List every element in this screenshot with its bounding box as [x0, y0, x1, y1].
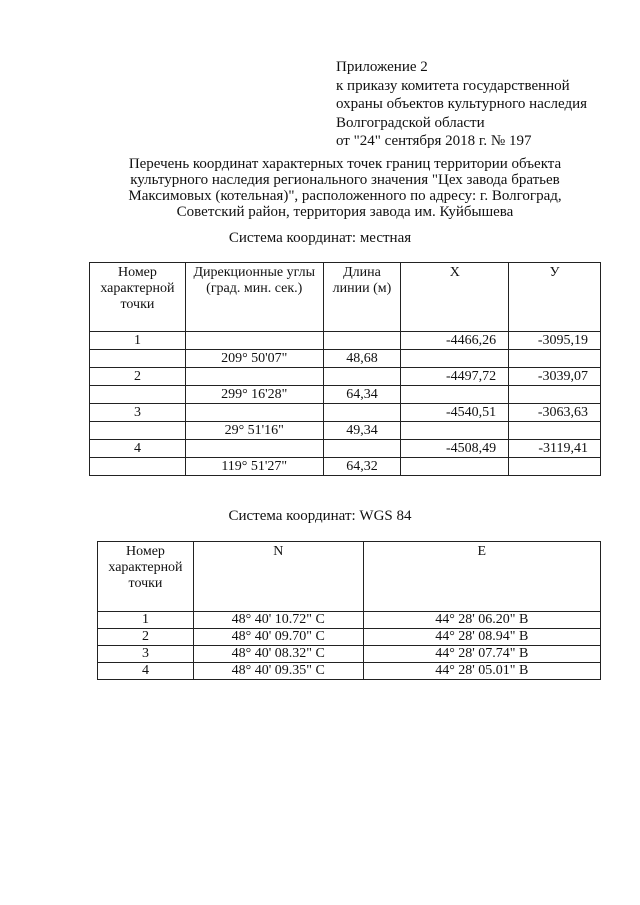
cell-x: -4466,26 [401, 332, 509, 350]
table-row [98, 629, 601, 646]
table-row [90, 368, 601, 386]
cell-length: 48,68 [323, 350, 401, 368]
cell-angle: 299° 16'28" [185, 386, 323, 404]
cell-x [401, 458, 509, 476]
cell-point: 1 [98, 612, 194, 629]
cell-y [509, 386, 601, 404]
cell-y [509, 458, 601, 476]
cell-x: -4497,72 [401, 368, 509, 386]
cell-angle [185, 368, 323, 386]
cell-angle: 119° 51'27" [185, 458, 323, 476]
cell-angle [185, 440, 323, 458]
cell-length [323, 440, 401, 458]
cell-length [323, 368, 401, 386]
cell-n: 48° 40' 08.32" С [193, 646, 363, 663]
cell-x: -4540,51 [401, 404, 509, 422]
header-n: N [193, 542, 363, 612]
cell-e: 44° 28' 07.74" В [363, 646, 600, 663]
header-point: Номер характерной точки [90, 263, 186, 332]
cell-e: 44° 28' 05.01" В [363, 663, 600, 680]
cell-length: 49,34 [323, 422, 401, 440]
cell-point: 1 [90, 332, 186, 350]
cell-y [509, 350, 601, 368]
header-point: Номер характерной точки [98, 542, 194, 612]
cell-angle: 209° 50'07" [185, 350, 323, 368]
cell-e: 44° 28' 06.20" В [363, 612, 600, 629]
cell-x [401, 350, 509, 368]
title-line: культурного наследия регионального значения "Цех завода братьев [130, 172, 560, 188]
cell-e: 44° 28' 08.94" В [363, 629, 600, 646]
cell-angle [185, 332, 323, 350]
table-row [90, 332, 601, 350]
appendix-block [336, 58, 587, 151]
appendix-line: Приложение 2 [336, 59, 428, 75]
table-header-row [90, 263, 601, 332]
cell-point: 4 [98, 663, 194, 680]
cell-point: 4 [90, 440, 186, 458]
table-row [98, 612, 601, 629]
local-system-caption: Система координат: местная [228, 230, 412, 246]
document-title [100, 156, 590, 220]
title-line: Перечень координат характерных точек границ территории объекта [128, 156, 562, 172]
table-row [90, 386, 601, 404]
cell-y [509, 422, 601, 440]
header-length: Длина линии (м) [323, 263, 401, 332]
header-y: У [509, 263, 601, 332]
cell-length: 64,34 [323, 386, 401, 404]
cell-y: -3119,41 [509, 440, 601, 458]
cell-point [90, 386, 186, 404]
cell-point: 3 [90, 404, 186, 422]
header-angle: Дирекционные углы (град. мин. сек.) [185, 263, 323, 332]
cell-n: 48° 40' 09.70" С [193, 629, 363, 646]
title-line: Максимовых (котельная)", расположенного по адресу: г. Волгоград, [128, 188, 562, 204]
wgs-coordinates-table [97, 541, 601, 680]
table-row [90, 440, 601, 458]
table-row [90, 422, 601, 440]
cell-point: 2 [98, 629, 194, 646]
cell-y: -3095,19 [509, 332, 601, 350]
cell-length [323, 332, 401, 350]
cell-x: -4508,49 [401, 440, 509, 458]
cell-x [401, 386, 509, 404]
table-header-row [98, 542, 601, 612]
local-coordinates-table [89, 262, 601, 476]
cell-n: 48° 40' 09.35" С [193, 663, 363, 680]
cell-y: -3039,07 [509, 368, 601, 386]
cell-point [90, 350, 186, 368]
cell-point [90, 458, 186, 476]
cell-length: 64,32 [323, 458, 401, 476]
appendix-line: охраны объектов культурного наследия [336, 96, 588, 112]
cell-angle: 29° 51'16" [185, 422, 323, 440]
table-row [98, 663, 601, 680]
cell-x [401, 422, 509, 440]
wgs-system-caption: Система координат: WGS 84 [228, 508, 412, 524]
header-e: E [363, 542, 600, 612]
appendix-line: Волгоградской области [336, 114, 485, 131]
appendix-line: к приказу комитета государственной [336, 77, 570, 94]
cell-point: 3 [98, 646, 194, 663]
title-line: Советский район, территория завода им. Куйбышева [176, 204, 514, 220]
table-row [90, 458, 601, 476]
cell-point: 2 [90, 368, 186, 386]
cell-angle [185, 404, 323, 422]
header-x: X [401, 263, 509, 332]
table-row [90, 350, 601, 368]
cell-point [90, 422, 186, 440]
cell-length [323, 404, 401, 422]
table-row [90, 404, 601, 422]
cell-n: 48° 40' 10.72" С [193, 612, 363, 629]
appendix-line: от "24" сентября 2018 г. № 197 [336, 133, 532, 149]
table-row [98, 646, 601, 663]
cell-y: -3063,63 [509, 404, 601, 422]
